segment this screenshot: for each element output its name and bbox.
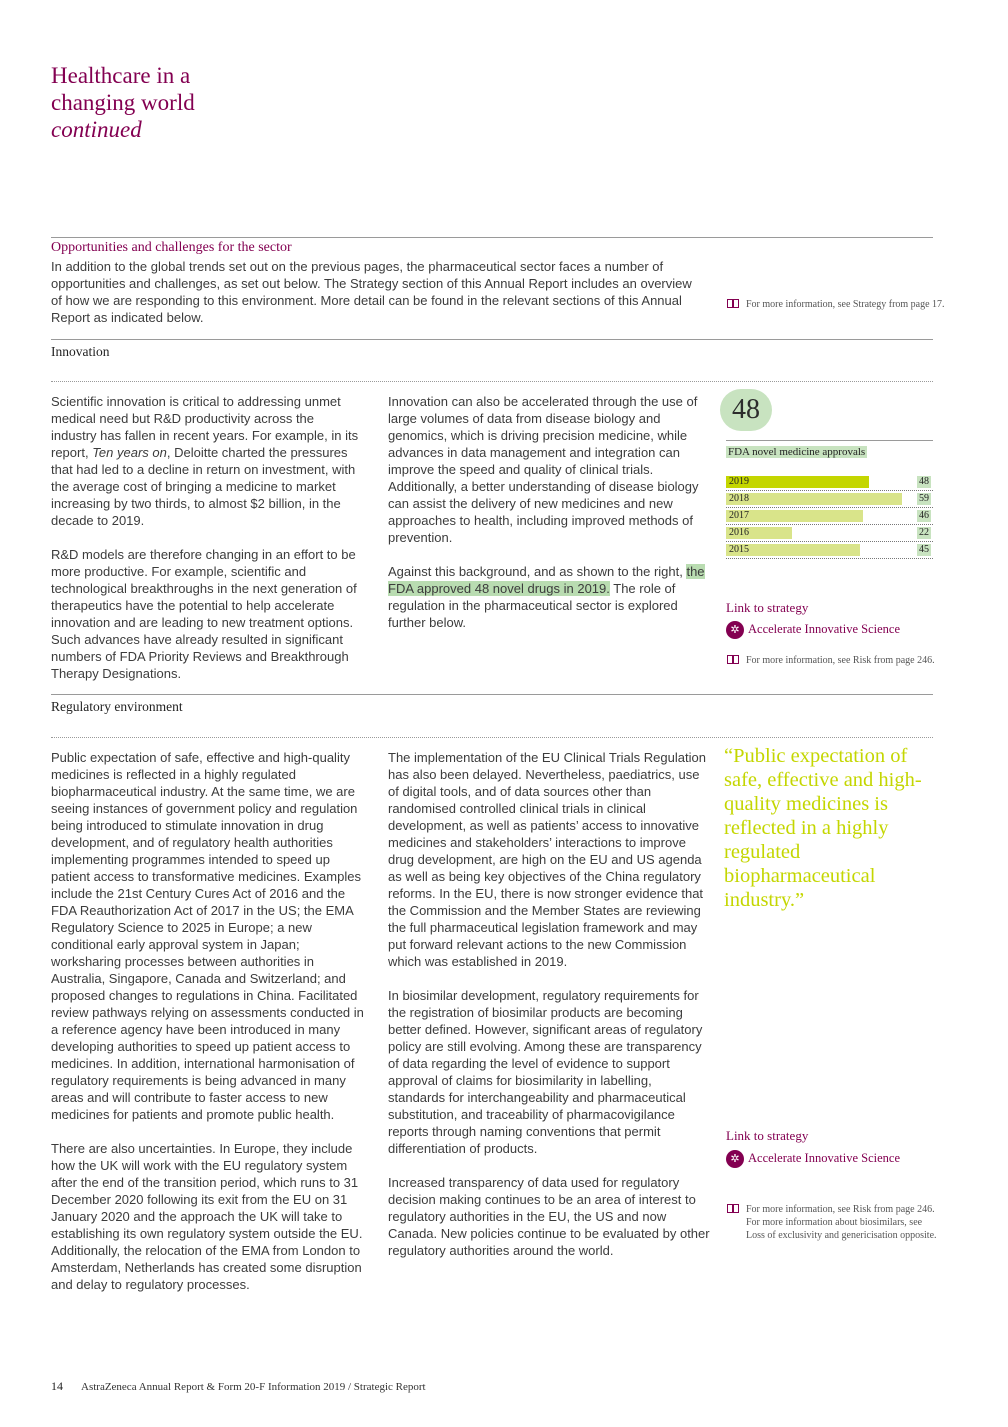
pull-quote: “Public expectation of safe, effective and high-quality medicines is reflected in a highly regulated biopharmaceutical industry.” (724, 745, 922, 911)
page-number: 14 (51, 1379, 63, 1393)
section-divider (51, 237, 933, 238)
paragraph: Increased transparency of data used for regulatory decision making continues to be an area of interest to regulatory authorities in the EU, the US and now Canada. New policies continue to be evaluated by other regulatory authorities around the world. (388, 1175, 710, 1258)
link-to-strategy-title: Link to strategy (726, 600, 809, 615)
more-info-text: For more information, see Strategy from page 17. (746, 299, 945, 310)
more-info-text: For more information, see Risk from page 246. For more information about biosimilars, see Loss of exclusivity and genericisation opposite. (746, 1204, 937, 1241)
section-divider (51, 339, 933, 340)
paragraph: There are also uncertainties. In Europe, they include how the UK will work with the EU regulatory system after the end of the transition period, which runs to 31 December 2020 following its exit from the EU on 31 January 2020 and the approach the UK will take to establishing its own regulatory system outside the EU. Additionally, the relocation of the EMA from London to Amsterdam, Netherlands has created some disruption and delay to regulatory processes. (51, 1141, 363, 1292)
big-number-48: 48 (720, 389, 772, 431)
title-line-2: changing world (51, 90, 195, 115)
title-line-1: Healthcare in a (51, 63, 191, 88)
chart-value-label: 46 (919, 510, 929, 521)
innovation-col-2 (388, 393, 710, 648)
more-info-strategy[interactable] (727, 298, 951, 311)
dotted-divider (51, 381, 933, 382)
chart-category-label: 2018 (729, 493, 749, 504)
title-line-3: continued (51, 117, 142, 142)
footer-text: AstraZeneca Annual Report & Form 20-F Information 2019 / Strategic Report (81, 1381, 426, 1393)
paragraph: Public expectation of safe, effective and high-quality medicines is reflected in a highly regulated biopharmaceutical industry. At the same time, we are seeing instances of government policy and regulation being introduced to stimulate innovation in drug development, and of regulatory health authorities implementing programmes intended to speed up patient access to transformative medicines. Examples include the 21st Century Cures Act of 2016 and the FDA Reauthorization Act of 2017 in the US; the EMA Regulatory Science to 2025 in Europe; a new conditional early approval system in Japan; worksharing processes between authorities in Australia, Singapore, Canada and Switzerland; and proposed changes to regulations in China. Facilitated review pathways relying on assessments conducted in a reference agency have been introduced in many developing authorities to speed up patient access to medicines. In addition, international harmonisation of regulatory requirements is being advanced in many areas and will contribute to faster access to new medicines for patients and promote public health. (51, 750, 364, 1122)
paragraph: The implementation of the EU Clinical Trials Regulation has also been delayed. Nevertheless, paediatrics, use of digital tools, and of data sources other than randomised controlled clinical trials in clinical development, as well as patients’ access to innovative medicines and stakeholders’ interactions to improve drug development, are high on the EU and US agenda as well as being key objectives of the China regulatory reforms. In the EU, there is now stronger evidence that the Commission and the Member States are reviewing the full pharmaceutical legislation framework and may put forward relevant actions to the new Commission which was established in 2019. (388, 750, 706, 969)
chart-row-2017 (726, 508, 933, 525)
opportunities-heading: Opportunities and challenges for the sector (51, 240, 292, 255)
opportunities-intro: In addition to the global trends set out on the previous pages, the pharmaceutical sector faces a number of opportunities and challenges, as set out below. The Strategy section of this Annual Report includes an overview of how we are responding to this environment. More detail can be found in the relevant sections of this Annual Report as indicated below. (51, 259, 692, 325)
chart-category-label: 2019 (729, 476, 749, 487)
link-accelerate-innovative-science[interactable] (726, 1150, 900, 1168)
book-icon (727, 1204, 739, 1213)
paragraph: Against this background, and as shown to the right, the FDA approved 48 novel drugs in 2019. The role of regulation in the pharmaceutical sector is explored further below. (388, 564, 705, 630)
chart-value-label: 22 (919, 527, 929, 538)
science-icon: ✲ (726, 621, 744, 639)
chart-category-label: 2015 (729, 544, 749, 555)
approvals-bar-chart (726, 474, 933, 559)
link-to-strategy-title: Link to strategy (726, 1128, 809, 1143)
link-label: Accelerate Innovative Science (748, 621, 900, 636)
regulatory-col-1 (51, 749, 369, 1310)
innovation-col-1 (51, 393, 363, 699)
chart-row-2016 (726, 525, 933, 542)
section-divider (51, 694, 933, 695)
more-info-text: For more information, see Risk from page 246. (746, 655, 935, 666)
page-footer (51, 1379, 426, 1394)
paragraph: Scientific innovation is critical to addressing unmet medical need but R&D productivity across the industry has fallen in recent years. For example, in its report, Ten years on, Deloitte charted the pressures that had led to a decline in return on investment, with the average cost of bringing a medicine to market increasing by two thirds, to almost $2 billion, in the decade to 2019. (51, 394, 359, 528)
chart-value-label: 45 (919, 544, 929, 555)
book-icon (727, 655, 739, 664)
innovation-heading: Innovation (51, 344, 110, 359)
more-info-risk[interactable] (727, 654, 951, 667)
regulatory-col-2 (388, 749, 710, 1276)
dotted-divider (51, 737, 933, 738)
paragraph: R&D models are therefore changing in an effort to be more productive. For example, scientific and technological breakthroughs in the next generation of therapeutics have the potential to help accelerate innovation and are leading to new treatment options. Such advances have already resulted in significant numbers of FDA Priority Reviews and Breakthrough Therapy Designations. (51, 547, 357, 681)
link-accelerate-innovative-science[interactable] (726, 621, 900, 639)
chart-rule (726, 440, 933, 441)
science-icon: ✲ (726, 1150, 744, 1168)
chart-row-2018 (726, 491, 933, 508)
chart-row-2019 (726, 474, 933, 491)
page-title (51, 62, 195, 143)
chart-category-label: 2016 (729, 527, 749, 538)
chart-value-label: 48 (919, 476, 929, 487)
chart-row-2015 (726, 542, 933, 559)
chart-category-label: 2017 (729, 510, 749, 521)
more-info-risk-biosimilars[interactable] (727, 1203, 938, 1242)
book-icon (727, 299, 739, 308)
chart-title: FDA novel medicine approvals (728, 446, 866, 458)
paragraph: Innovation can also be accelerated through the use of large volumes of data from disease biology and genomics, which is driving precision medicine, while advances in data management and integration can improve the speed and quality of clinical trials. Additionally, a better understanding of disease biology can assist the delivery of new medicines and new approaches to health, including improved methods of prevention. (388, 394, 699, 545)
highlighted-text: the FDA approved 48 novel drugs in 2019. (388, 564, 705, 596)
regulatory-heading: Regulatory environment (51, 699, 183, 714)
link-label: Accelerate Innovative Science (748, 1150, 900, 1165)
chart-value-label: 59 (919, 493, 929, 504)
chart-bar-2018 (726, 493, 902, 505)
paragraph: In biosimilar development, regulatory requirements for the registration of biosimilar products are becoming better defined. However, significant areas of regulatory policy are still evolving. Among these are transparency of data regarding the level of evidence to support approval of claims for biosimilarity in labelling, standards for interchangeability and pharmaceutical substitution, and traceability of pharmacovigilance reports through naming conventions that permit differentiation of products. (388, 988, 703, 1156)
